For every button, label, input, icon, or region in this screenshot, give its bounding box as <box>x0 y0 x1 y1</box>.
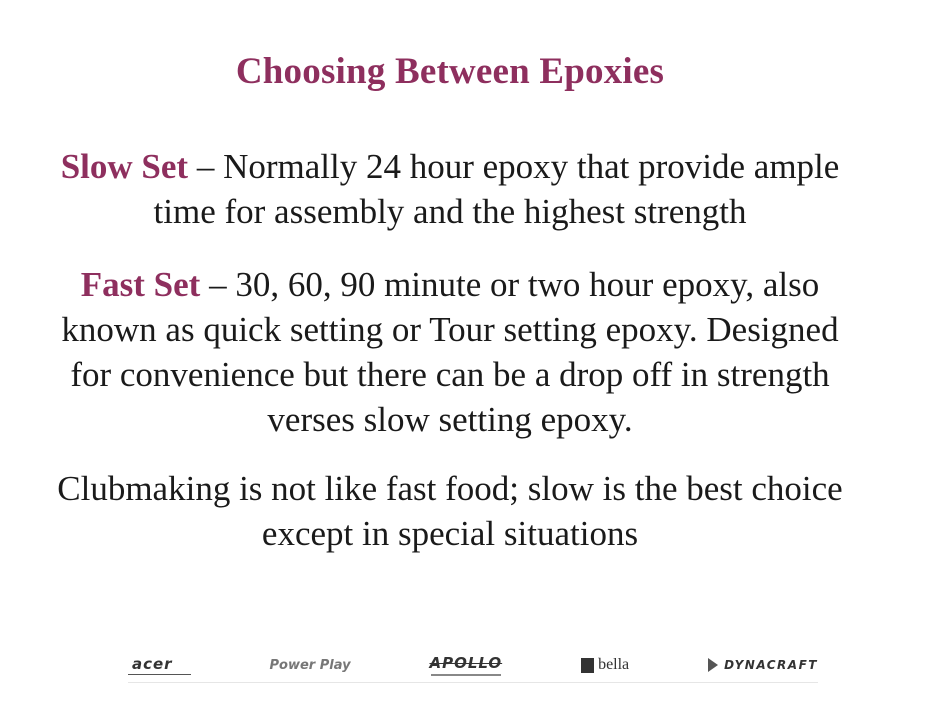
closing-paragraph: Clubmaking is not like fast food; slow is the best choice except in special situations <box>57 469 843 553</box>
dynacraft-logo <box>708 658 818 672</box>
apollo-tagline-bar <box>431 674 501 676</box>
slow-set-paragraph <box>40 144 860 234</box>
apollo-logo <box>429 654 502 676</box>
bella-logo <box>581 656 629 674</box>
slide-title: Choosing Between Epoxies <box>235 51 665 92</box>
sponsor-logos <box>128 648 818 682</box>
bella-logo-text: bella <box>598 656 630 673</box>
bella-mark-icon <box>581 658 594 673</box>
powerplay-logo: Power Play <box>269 657 351 673</box>
slow-set-text: – Normally 24 hour epoxy that provide ample time for assembly and the highest strength <box>153 147 840 231</box>
fast-set-label: Fast Set <box>80 265 201 304</box>
dynacraft-chevron-icon <box>708 658 718 672</box>
fast-set-paragraph <box>40 262 860 442</box>
dynacraft-logo-text: DYNACRAFT <box>724 658 818 672</box>
fast-set-text: – 30, 60, 90 minute or two hour epoxy, also known as quick setting or Tour setting epoxy. Designed for convenience but there can be a drop off in strength verses slow setting epoxy. <box>61 265 839 439</box>
footer-divider <box>128 682 818 683</box>
apollo-logo-text: APOLLO <box>429 654 503 672</box>
slow-set-label: Slow Set <box>60 147 189 186</box>
acer-logo: acer <box>128 655 191 675</box>
